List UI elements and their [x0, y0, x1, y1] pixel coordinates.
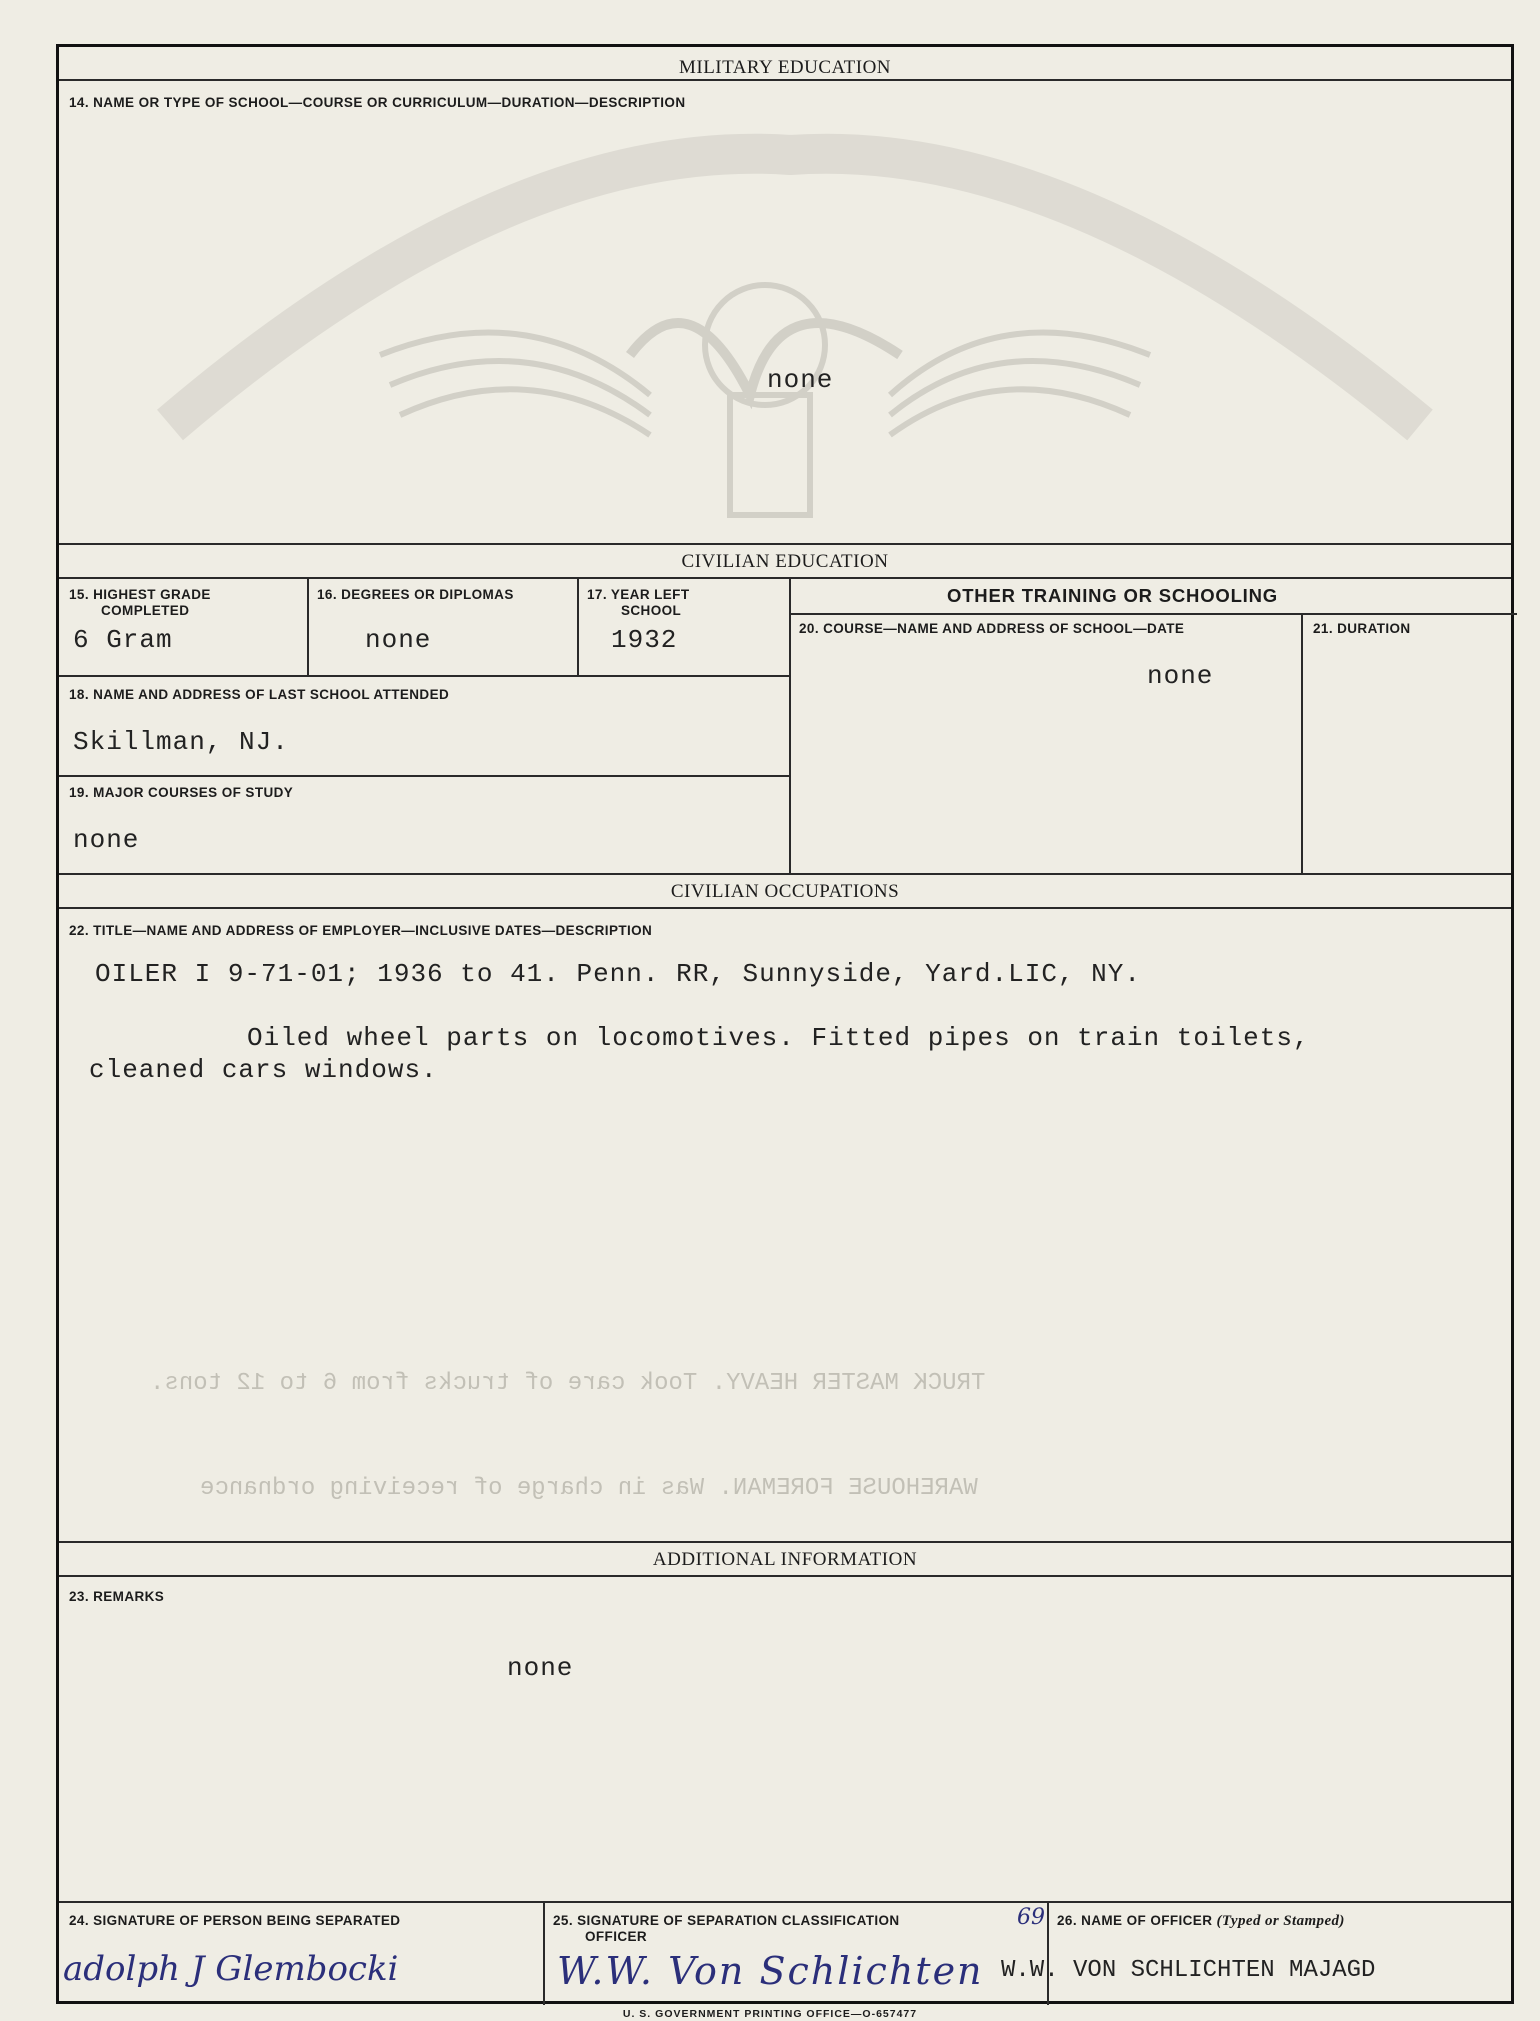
item22-line2: Oiled wheel parts on locomotives. Fitted pipes on train toilets, [247, 1023, 1310, 1053]
item24-signature: adolph J Glembocki [63, 1949, 399, 1989]
item18-label: 18. NAME AND ADDRESS OF LAST SCHOOL ATTENDED [69, 687, 450, 702]
item15-label: 15. HIGHEST GRADE COMPLETED [69, 587, 211, 618]
item16-label: 16. DEGREES OR DIPLOMAS [317, 587, 514, 602]
item19-value: none [73, 825, 140, 855]
separation-qualification-form [56, 44, 1514, 2004]
item25-mark: 69 [1017, 1905, 1045, 1930]
item17-label: 17. YEAR LEFT SCHOOL [587, 587, 690, 618]
item14-label: 14. NAME OR TYPE OF SCHOOL—COURSE OR CURRICULUM—DURATION—DESCRIPTION [69, 95, 686, 110]
item20-label: 20. COURSE—NAME AND ADDRESS OF SCHOOL—DATE [799, 621, 1185, 636]
item19-label: 19. MAJOR COURSES OF STUDY [69, 785, 294, 800]
item24-label: 24. SIGNATURE OF PERSON BEING SEPARATED [69, 1913, 401, 1928]
section-military-education: MILITARY EDUCATION [678, 57, 892, 78]
item25-signature: W.W. Von Schlichten [557, 1949, 984, 1993]
item23-label: 23. REMARKS [69, 1589, 165, 1604]
section-civilian-occupations: CIVILIAN OCCUPATIONS [670, 881, 900, 902]
item21-label: 21. DURATION [1313, 621, 1411, 636]
item18-value: Skillman, NJ. [73, 727, 289, 757]
printing-office-footer: U. S. GOVERNMENT PRINTING OFFICE—O-657477 [622, 2008, 918, 2020]
item20-value: none [1147, 661, 1214, 691]
item26-label: 26. NAME OF OFFICER (Typed or Stamped) [1057, 1913, 1345, 1929]
item17-value: 1932 [611, 625, 678, 655]
item15-value: 6 Gram [73, 625, 173, 655]
item26-value: W.W. VON SCHLICHTEN MAJAGD [1001, 1957, 1376, 1984]
item22-line3: cleaned cars windows. [89, 1055, 438, 1085]
bleed-through-text: TRUCK MASTER HEAVY. Took care of trucks from 6 to 12 tons. [150, 1370, 986, 1397]
item25-label: 25. SIGNATURE OF SEPARATION CLASSIFICATION OFFICER [553, 1913, 900, 1944]
bleed-through-text: WAREHOUSE FOREMAN. Was in charge of receiving ordnance [200, 1475, 978, 1502]
item16-value: none [365, 625, 432, 655]
section-additional-information: ADDITIONAL INFORMATION [652, 1549, 918, 1570]
item22-line1: OILER I 9-71-01; 1936 to 41. Penn. RR, Sunnyside, Yard.LIC, NY. [95, 959, 1141, 989]
item14-value: none [767, 365, 834, 395]
item22-label: 22. TITLE—NAME AND ADDRESS OF EMPLOYER—INCLUSIVE DATES—DESCRIPTION [69, 923, 653, 938]
section-civilian-education: CIVILIAN EDUCATION [681, 551, 889, 572]
other-training-title: OTHER TRAINING OR SCHOOLING [947, 585, 1278, 606]
item23-value: none [507, 1653, 574, 1683]
